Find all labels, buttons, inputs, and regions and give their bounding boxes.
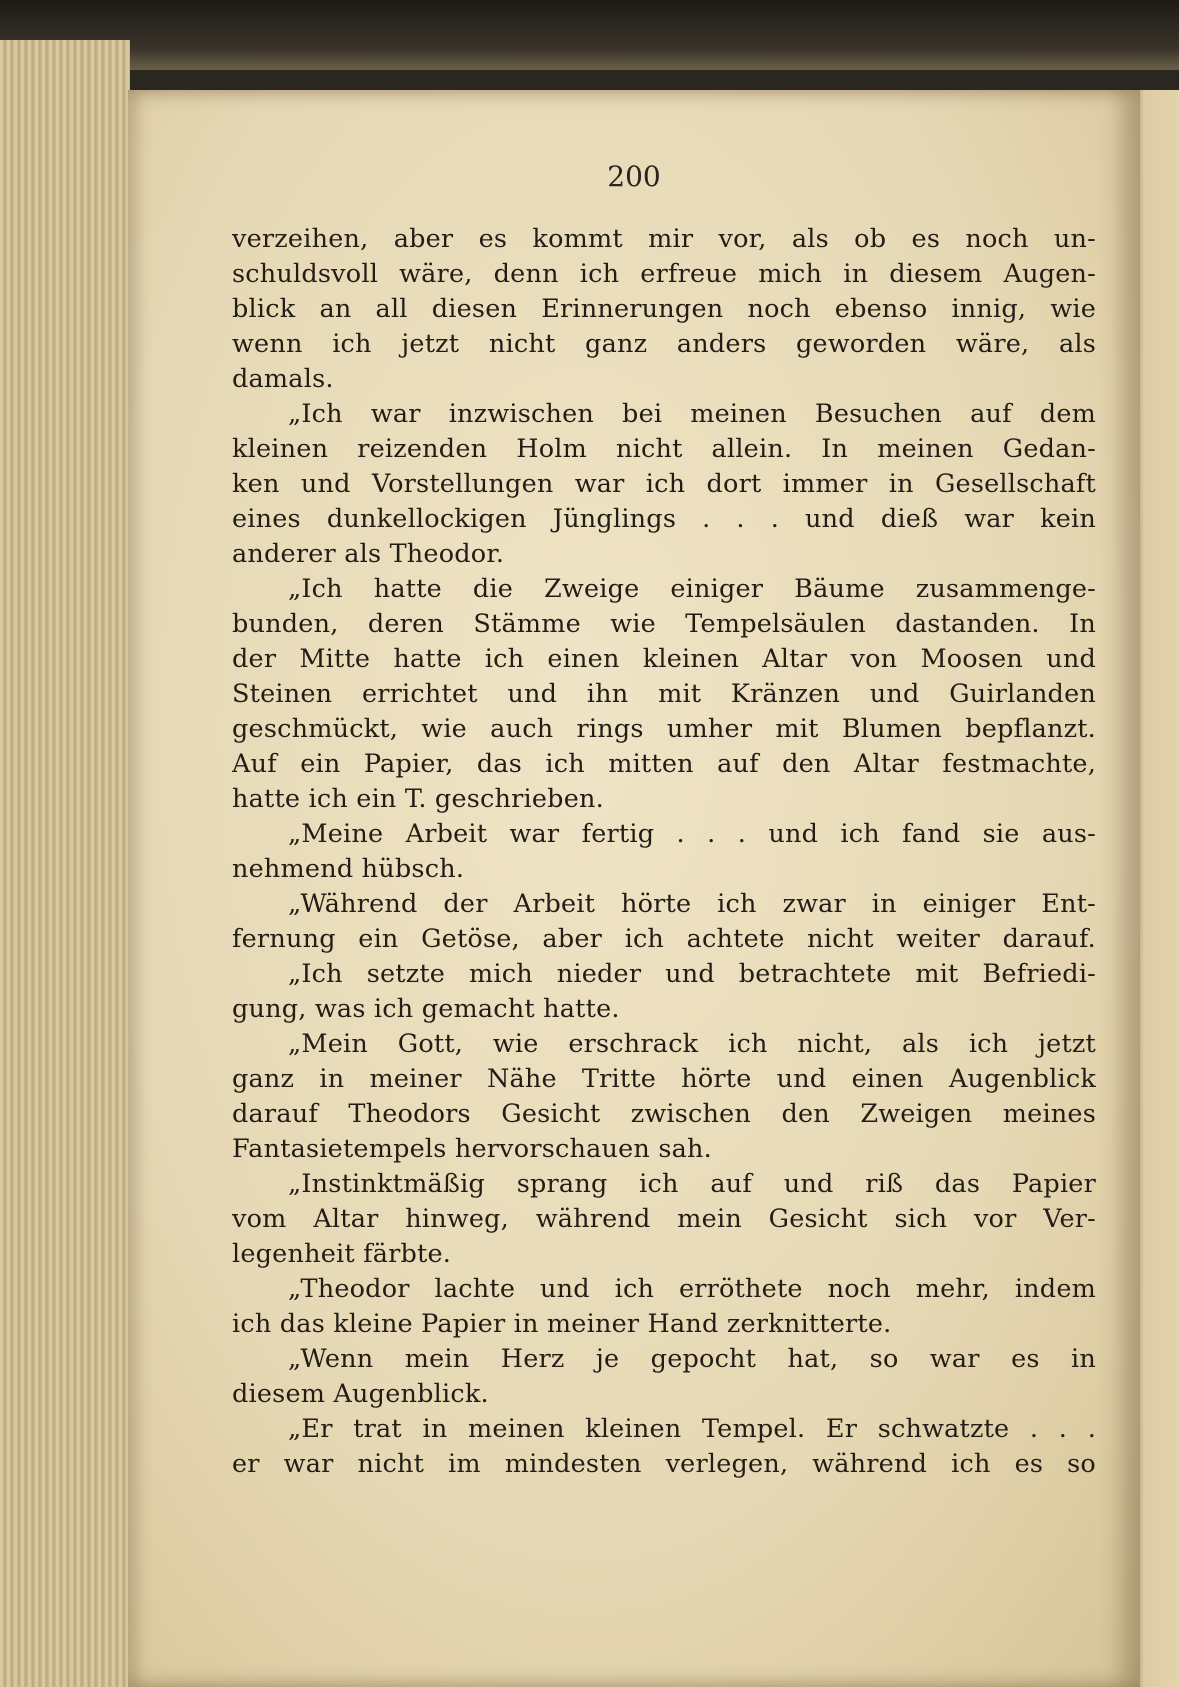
book-page [128, 90, 1140, 1687]
text-line: kleinen reizenden Holm nicht allein. In meinen Gedan- [232, 434, 1096, 464]
text-line: vom Altar hinweg, während mein Gesicht sich vor Ver- [232, 1204, 1096, 1234]
text-line: „Ich war inzwischen bei meinen Besuchen auf dem [288, 399, 1096, 429]
page-number: 200 [607, 160, 661, 193]
text-line: fernung ein Getöse, aber ich achtete nicht weiter darauf. [232, 924, 1096, 954]
text-line: „Während der Arbeit hörte ich zwar in einiger Ent- [288, 889, 1096, 919]
book-cover-top [0, 0, 1179, 70]
text-line: „Er trat in meinen kleinen Tempel. Er schwatzte . . . [288, 1414, 1096, 1444]
text-line: er war nicht im mindesten verlegen, während ich es so [232, 1449, 1096, 1479]
text-line: „Instinktmäßig sprang ich auf und riß das Papier [288, 1169, 1096, 1199]
text-line: ken und Vorstellungen war ich dort immer in Gesellschaft [232, 469, 1096, 499]
text-line: hatte ich ein T. geschrieben. [232, 784, 604, 814]
text-line: gung, was ich gemacht hatte. [232, 994, 620, 1024]
text-line: geschmückt, wie auch rings umher mit Blumen bepflanzt. [232, 714, 1096, 744]
text-line: diesem Augenblick. [232, 1379, 489, 1409]
text-line: anderer als Theodor. [232, 539, 505, 569]
text-line: „Wenn mein Herz je gepocht hat, so war es in [288, 1344, 1096, 1374]
text-line: wenn ich jetzt nicht ganz anders geworden wäre, als [232, 329, 1096, 359]
text-line: Steinen errichtet und ihn mit Kränzen und Guirlanden [232, 679, 1096, 709]
text-line: bunden, deren Stämme wie Tempelsäulen dastanden. In [232, 609, 1096, 639]
text-line: schuldsvoll wäre, denn ich erfreue mich in diesem Augen- [232, 259, 1096, 289]
text-line: der Mitte hatte ich einen kleinen Altar von Moosen und [232, 644, 1096, 674]
text-line: Fantasietempels hervorschauen sah. [232, 1134, 712, 1164]
text-line: „Mein Gott, wie erschrack ich nicht, als ich jetzt [288, 1029, 1096, 1059]
text-line: blick an all diesen Erinnerungen noch ebenso innig, wie [232, 294, 1096, 324]
text-line: „Meine Arbeit war fertig . . . und ich fand sie aus- [288, 819, 1096, 849]
text-line: „Theodor lachte und ich erröthete noch mehr, indem [288, 1274, 1096, 1304]
text-line: legenheit färbte. [232, 1239, 452, 1269]
text-line: darauf Theodors Gesicht zwischen den Zweigen meines [232, 1099, 1096, 1129]
text-line: Auf ein Papier, das ich mitten auf den Altar festmachte, [232, 749, 1096, 779]
text-line: „Ich setzte mich nieder und betrachtete mit Befriedi- [288, 959, 1096, 989]
page-stack-edge [0, 40, 130, 1687]
body-text [232, 222, 1096, 1482]
text-line: nehmend hübsch. [232, 854, 465, 884]
text-line: „Ich hatte die Zweige einiger Bäume zusammenge- [288, 574, 1096, 604]
text-line: verzeihen, aber es kommt mir vor, als ob es noch un- [232, 224, 1096, 254]
text-line: ich das kleine Papier in meiner Hand zerknitterte. [232, 1309, 892, 1339]
text-line: eines dunkellockigen Jünglings . . . und dieß war kein [232, 504, 1096, 534]
text-line: ganz in meiner Nähe Tritte hörte und einen Augenblick [232, 1064, 1096, 1094]
text-line: damals. [232, 364, 334, 394]
